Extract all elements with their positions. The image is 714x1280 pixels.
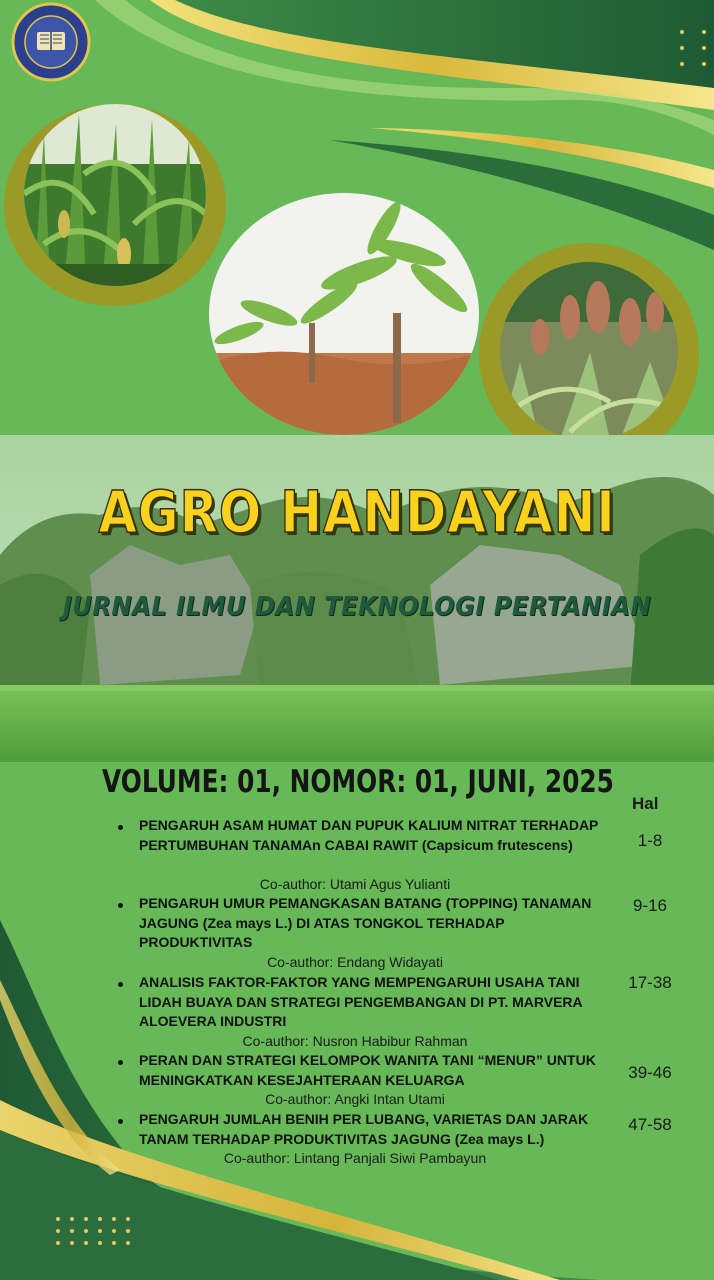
sorghum-photo	[500, 262, 678, 440]
dot-grid-top	[680, 30, 706, 66]
bullet-icon	[118, 982, 123, 987]
bullet-icon	[118, 825, 123, 830]
university-logo	[10, 2, 92, 82]
article-coauthor: Co-author: Nusron Habibur Rahman	[242, 1033, 468, 1049]
journal-subtitle: JURNAL ILMU DAN TEKNOLOGI PERTANIAN	[62, 592, 652, 622]
bullet-icon	[118, 903, 123, 908]
corn-photo	[24, 104, 206, 286]
bullet-icon	[118, 1119, 123, 1124]
article-title: PERAN DAN STRATEGI KELOMPOK WANITA TANI “MENUR” UNTUK MENINGKATKAN KESEJAHTERAAN KELUARGA	[139, 1052, 596, 1088]
pages-header: Hal	[632, 794, 659, 813]
article-title: PENGARUH UMUR PEMANGKASAN BATANG (TOPPING) TANAMAN JAGUNG (Zea mays L.) DI ATAS TONGKOL TERHADAP PRODUKTIVITAS	[139, 895, 592, 950]
journal-title: AGRO HANDAYANI	[98, 478, 616, 546]
article-pages: 9-16	[632, 896, 668, 915]
article-pages: 39-46	[628, 1063, 672, 1082]
article-title: PENGARUH ASAM HUMAT DAN PUPUK KALIUM NITRAT TERHADAP PERTUMBUHAN TANAMAn CABAI RAWIT (Capsicum frutescens)	[139, 817, 599, 853]
article-title: PENGARUH JUMLAH BENIH PER LUBANG, VARIETAS DAN JARAK TANAM TERHADAP PRODUKTIVITAS JAGUNG (Zea mays L.)	[139, 1111, 589, 1147]
cassava-photo	[209, 193, 479, 435]
bullet-icon	[118, 1060, 123, 1065]
issue-info: VOLUME: 01, NOMOR: 01, JUNI, 2025	[102, 764, 614, 800]
article-pages: 17-38	[628, 973, 672, 992]
article-coauthor: Co-author: Endang Widayati	[267, 954, 443, 970]
article-coauthor: Co-author: Utami Agus Yulianti	[259, 876, 451, 892]
article-pages: 47-58	[628, 1115, 672, 1134]
dot-grid-bottom	[56, 1217, 130, 1245]
article-pages: 1-8	[637, 831, 663, 850]
article-coauthor: Co-author: Lintang Panjali Siwi Pambayun	[223, 1150, 487, 1166]
article-title: ANALISIS FAKTOR-FAKTOR YANG MEMPENGARUHI USAHA TANI LIDAH BUAYA DAN STRATEGI PENGEMBANGAN DI PT. MARVERA ALOEVERA INDUSTRI	[139, 974, 583, 1029]
article-coauthor: Co-author: Angki Intan Utami	[265, 1091, 445, 1107]
